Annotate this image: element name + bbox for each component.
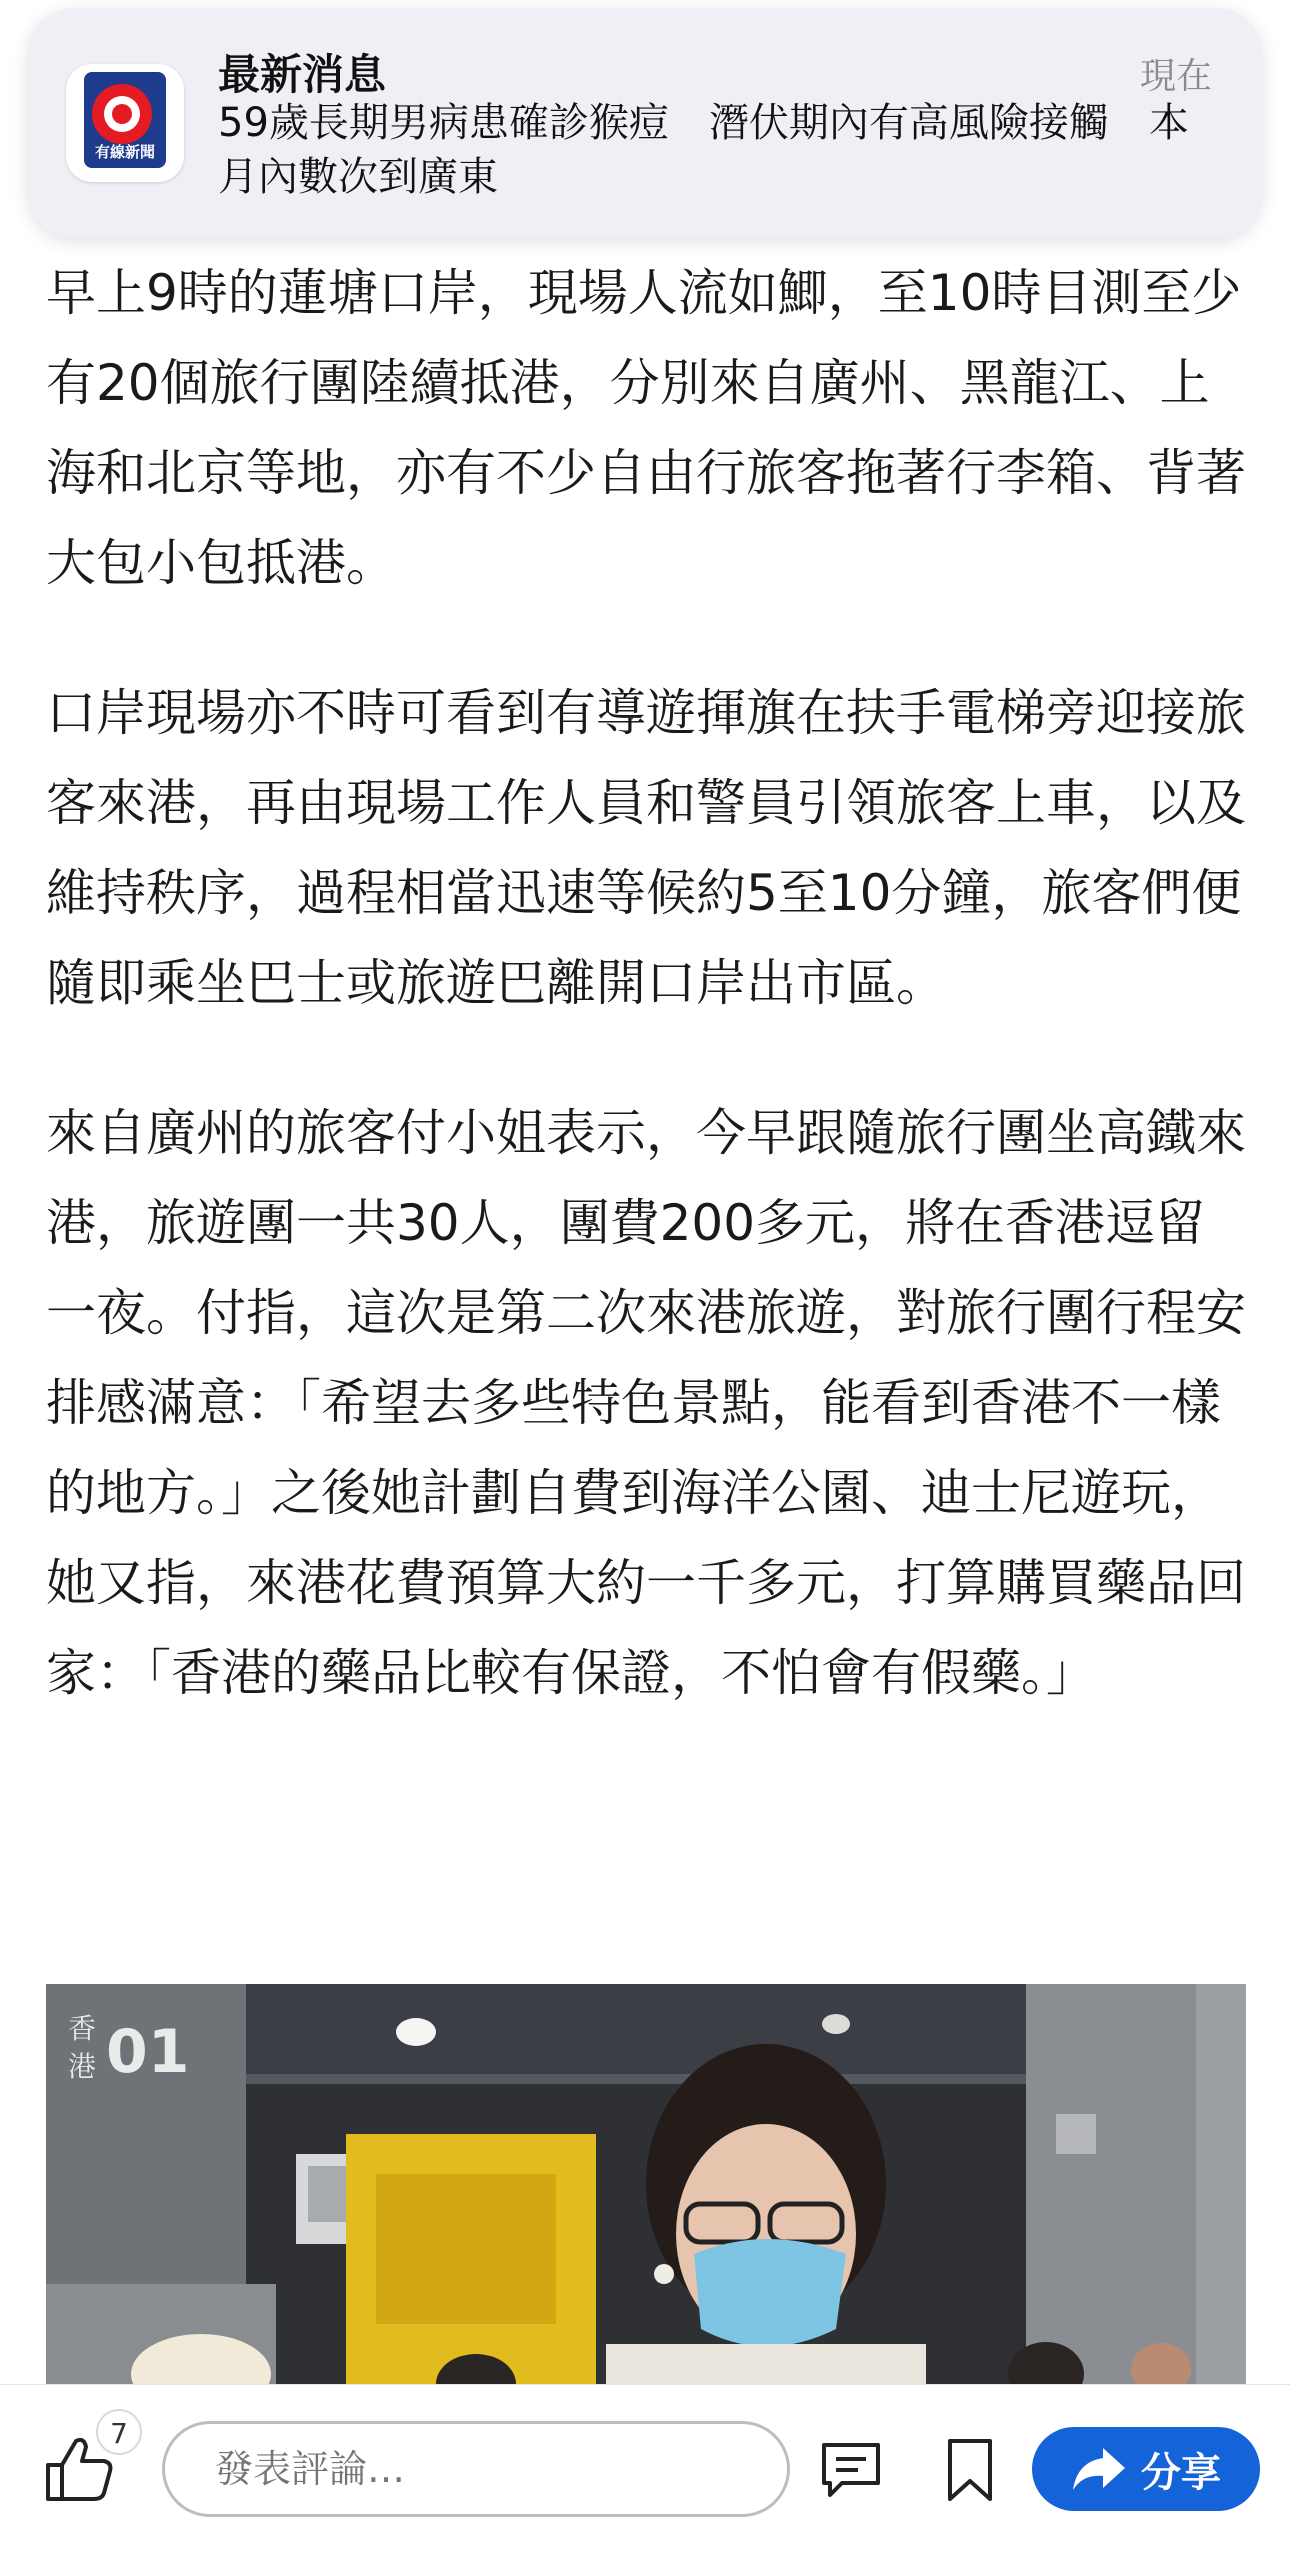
watermark-text-1: 香 (68, 2012, 97, 2045)
like-count-badge: 7 (96, 2409, 142, 2455)
watermark-logo: 01 (106, 2017, 190, 2086)
bookmark-icon (940, 2435, 1000, 2505)
cable-news-logo-icon (66, 64, 184, 182)
article-body (46, 248, 1246, 1778)
bookmark-button[interactable] (940, 2435, 1000, 2505)
app-icon-text: 有線新聞 (94, 143, 155, 161)
article-paragraph-2: 口岸現場亦不時可看到有導遊揮旗在扶手電梯旁迎接旅客來港，再由現場工作人員和警員引領旅客上車，以及維持秩序，過程相當迅速等候約5至10分鐘，旅客們便隨即乘坐巴士或旅遊巴離開口岸出市區。 (46, 684, 1246, 1012)
photo-scene (46, 1984, 1246, 2384)
comment-bubble-icon (818, 2437, 884, 2503)
notification-body: 59歲長期男病患確診猴痘 潛伏期內有高風險接觸 本月內數次到廣東 (218, 100, 1189, 200)
share-button[interactable] (1032, 2427, 1260, 2511)
article-photo[interactable] (46, 1984, 1246, 2384)
article-paragraph-1: 早上9時的蓮塘口岸，現場人流如鯽，至10時目測至少有20個旅行團陸續抵港，分別來自廣州、黑龍江、上海和北京等地，亦有不少自由行旅客拖著行李箱、背著大包小包抵港。 (46, 264, 1246, 592)
comments-button[interactable] (818, 2437, 884, 2503)
share-label: 分享 (1141, 2449, 1221, 2496)
bottom-action-bar (0, 2384, 1290, 2566)
share-arrow-icon (1071, 2446, 1127, 2492)
notification-title: 最新消息 (218, 50, 387, 99)
article-paragraph-3: 來自廣州的旅客付小姐表示，今早跟隨旅行團坐高鐵來港，旅遊團一共30人，團費200多元，將在香港逗留一夜。付指，這次是第二次來港旅遊，對旅行團行程安排感滿意：「希望去多些特色景點，能看到香港不一樣的地方。」之後她計劃自費到海洋公園、迪士尼遊玩，她又指，來港花費預算大約一千多元，打算購買藥品回家：「香港的藥品比較有保證，不怕會有假藥。」 (46, 1104, 1246, 1702)
comment-input[interactable] (162, 2421, 790, 2517)
watermark-text-2: 港 (68, 2050, 97, 2083)
push-notification[interactable] (28, 8, 1262, 238)
hk01-watermark (66, 2006, 216, 2086)
notification-time: 現在 (1139, 56, 1212, 97)
